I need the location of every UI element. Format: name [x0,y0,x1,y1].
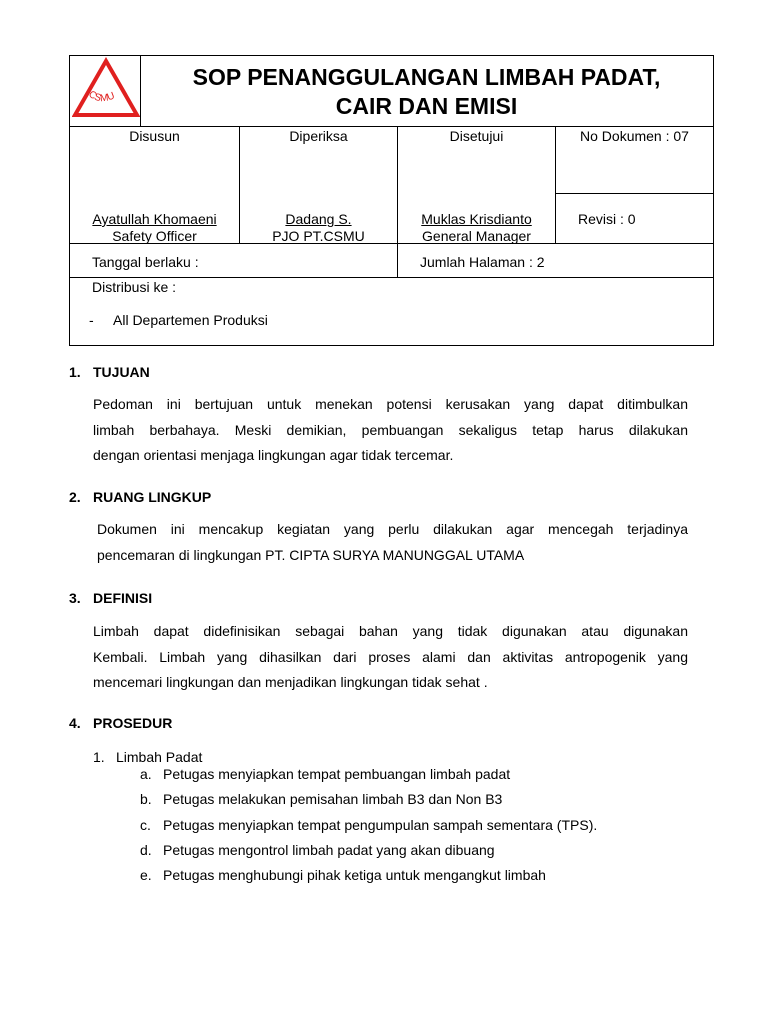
revisi: Revisi : 0 [578,211,636,227]
list-item-letter: b. [140,791,152,807]
company-logo [72,57,140,123]
section-1-line: Pedoman ini bertujuan untuk menekan potensi kerusakan yang dapat ditimbulkan [93,396,688,412]
distribusi-dash: - [89,312,94,328]
list-item: Petugas menyiapkan tempat pembuangan limbah padat [163,766,511,782]
section-3-line: Limbah dapat didefinisikan sebagai bahan yang tidak digunakan atau digunakan [93,623,688,639]
list-item: Petugas mengontrol limbah padat yang akan dibuang [163,842,495,858]
disusun-name: Ayatullah Khomaeni [92,211,217,227]
list-item-letter: d. [140,842,152,858]
section-1-line: limbah berbahaya. Meski demikian, pembuangan sekaligus tetap harus dilakukan [93,421,688,438]
section-3-title: DEFINISI [93,590,153,606]
subsection-1-number: 1. [93,749,105,765]
jumlah-halaman: Jumlah Halaman : 2 [420,254,545,270]
list-item: Petugas menyiapkan tempat pengumpulan sampah sementara (TPS). [163,817,598,833]
disetujui-role: General Manager [422,228,531,244]
list-item-letter: c. [140,817,151,833]
list-item-letter: a. [140,766,152,782]
section-2-title: RUANG LINGKUP [93,489,212,505]
section-1-number: 1. [69,364,81,380]
section-4-number: 4. [69,715,81,731]
section-3-paragraph [93,619,688,696]
diperiksa-role: PJO PT.CSMU [272,228,365,244]
diperiksa-label: Diperiksa [289,128,348,144]
section-1-title: TUJUAN [93,364,150,380]
subsection-1-title: Limbah Padat [116,749,203,765]
section-1-paragraph [93,392,688,469]
disusun-label: Disusun [129,128,180,144]
list-item: Petugas menghubungi pihak ketiga untuk mengangkut limbah [163,867,546,883]
section-3-line: Kembali. Limbah yang dihasilkan dari proses alami dan aktivitas antropogenik yang [93,648,688,665]
section-3-number: 3. [69,590,81,606]
section-2-number: 2. [69,489,81,505]
section-2-paragraph [97,517,688,568]
title-line-1: SOP PENANGGULANGAN LIMBAH PADAT, [192,64,661,90]
distribusi-label: Distribusi ke : [92,279,177,295]
list-item-letter: e. [140,867,152,883]
section-3-line: mencemari lingkungan dan menjadikan lingkungan tidak sehat . [93,674,488,690]
title-line-2: CAIR DAN EMISI [335,93,518,119]
section-1-line: dengan orientasi menjaga lingkungan agar tidak tercemar. [93,447,454,463]
tanggal-berlaku: Tanggal berlaku : [92,254,199,270]
no-dokumen: No Dokumen : 07 [580,128,689,144]
disetujui-name: Muklas Krisdianto [421,211,532,227]
disusun-role: Safety Officer [112,228,197,244]
section-2-line: Dokumen ini mencakup kegiatan yang perlu dilakukan agar mencegah terjadinya [97,521,688,537]
logo-text-csmu: CSMU [86,88,117,105]
diperiksa-name: Dadang S. [285,211,352,227]
page-title [140,63,713,121]
section-2-line: pencemaran di lingkungan PT. CIPTA SURYA MANUNGGAL UTAMA [97,546,525,563]
distribusi-item: All Departemen Produksi [113,312,268,328]
disetujui-label: Disetujui [449,128,504,144]
section-4-title: PROSEDUR [93,715,173,731]
list-item: Petugas melakukan pemisahan limbah B3 dan Non B3 [163,791,503,807]
